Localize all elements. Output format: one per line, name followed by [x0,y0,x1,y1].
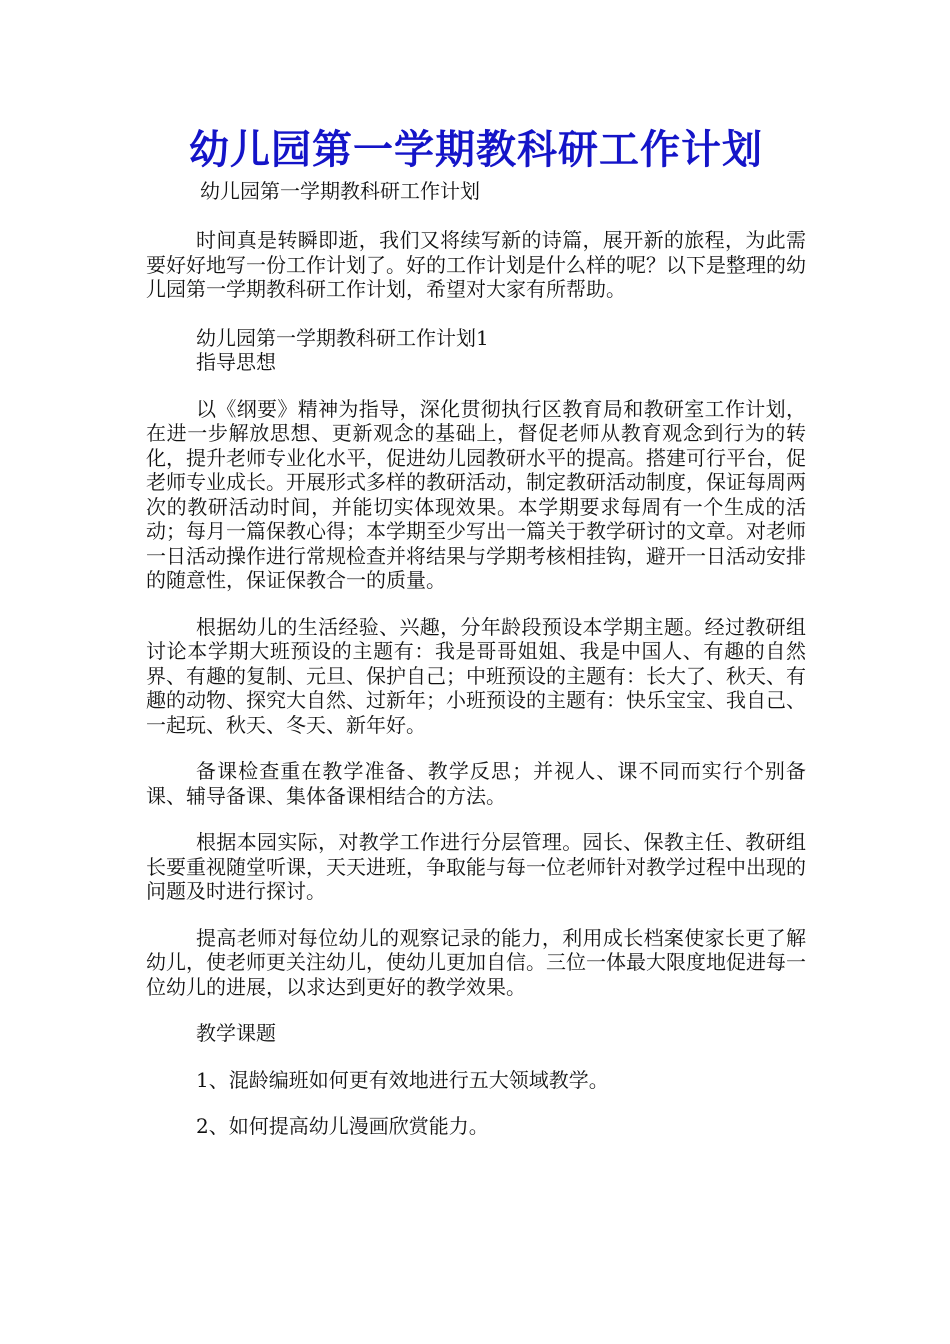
body-paragraph: 根据本园实际，对教学工作进行分层管理。园长、保教主任、教研组长要重视随堂听课，天天进班，争取能与每一位老师针对教学过程中出现的问题及时进行探讨。 [146,830,806,903]
intro-paragraph: 时间真是转瞬即逝，我们又将续写新的诗篇，展开新的旅程，为此需要好好地写一份工作计划了。好的工作计划是什么样的呢？以下是整理的幼儿园第一学期教科研工作计划，希望对大家有所帮助。 [146,228,806,301]
document-subtitle: 幼儿园第一学期教科研工作计划 [200,179,480,203]
plan-heading: 幼儿园第一学期教科研工作计划1 [196,325,489,350]
guiding-heading: 指导思想 [196,350,276,374]
document-title: 幼儿园第一学期教科研工作计划 [189,126,763,173]
topic-item: 2、如何提高幼儿漫画欣赏能力。 [196,1114,489,1138]
body-paragraph: 备课检查重在教学准备、教学反思；并视人、课不同而实行个别备课、辅导备课、集体备课相结合的方法。 [146,759,806,808]
body-paragraph: 提高老师对每位幼儿的观察记录的能力，利用成长档案使家长更了解幼儿，使老师更关注幼儿，使幼儿更加自信。三位一体最大限度地促进每一位幼儿的进展，以求达到更好的教学效果。 [146,925,806,999]
topics-heading: 教学课题 [196,1021,276,1045]
body-paragraph: 根据幼儿的生活经验、兴趣，分年龄段预设本学期主题。经过教研组讨论本学期大班预设的主题有：我是哥哥姐姐、我是中国人、有趣的自然界、有趣的复制、元旦、保护自己；中班预设的主题有：长大了、秋天、有趣的动物、探究大自然、过新年；小班预设的主题有：快乐宝宝、我自己、一起玩、秋天、冬天、新年好。 [146,614,806,737]
body-paragraph: 以《纲要》精神为指导，深化贯彻执行区教育局和教研室工作计划，在进一步解放思想、更新观念的基础上，督促老师从教育观念到行为的转化，提升老师专业化水平，促进幼儿园教研水平的提高。搭建可行平台，促老师专业成长。开展形式多样的教研活动，制定教研活动制度，保证每周两次的教研活动时间，并能切实体现效果。本学期要求每周有一个生成的活动；每月一篇保教心得；本学期至少写出一篇关于教学研讨的文章。对老师一日活动操作进行常规检查并将结果与学期考核相挂钩，避开一日活动安排的随意性，保证保教合一的质量。 [146,396,806,592]
topic-item: 1、混龄编班如何更有效地进行五大领域教学。 [196,1067,609,1092]
document-page [146,122,806,1139]
